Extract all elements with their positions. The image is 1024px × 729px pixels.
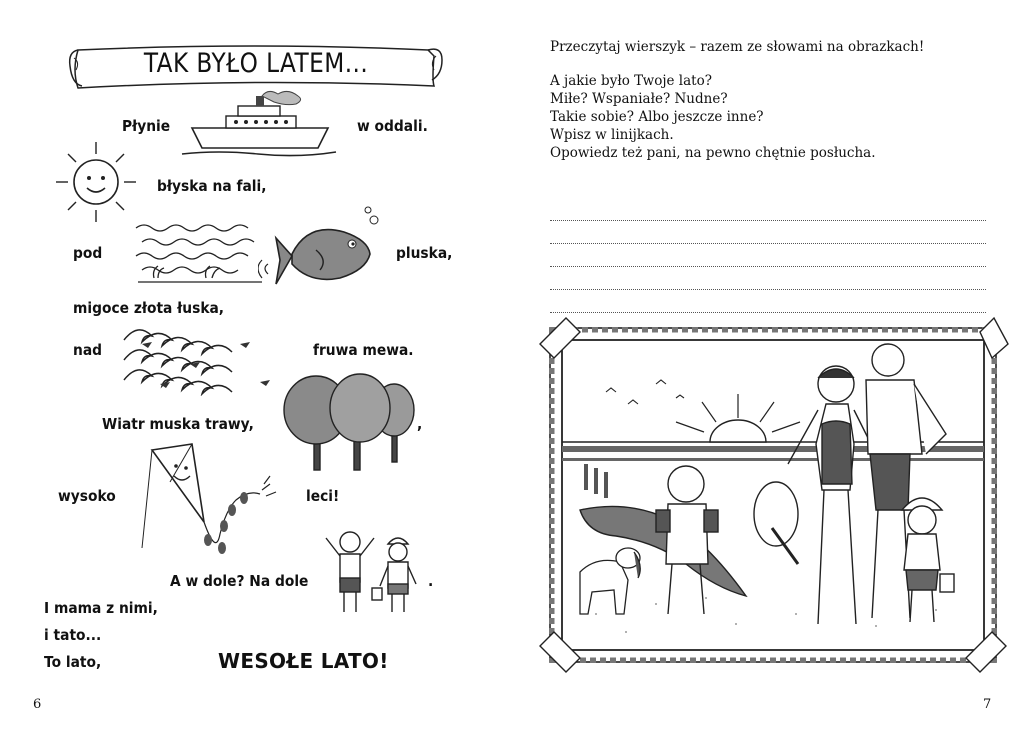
- waves-icon: [120, 320, 296, 396]
- question-line: Miłe? Wspaniałe? Nudne?: [550, 91, 728, 107]
- poem-a-w-dole: A w dole? Na dole: [170, 572, 309, 590]
- poem-wiatr: Wiatr muska trawy,: [102, 415, 254, 433]
- kite-icon: [140, 436, 306, 576]
- page-number-left: 6: [33, 697, 42, 712]
- poem-i-tato: i tato...: [44, 626, 102, 644]
- writing-line[interactable]: [550, 198, 986, 221]
- poem-blyska: błyska na fali,: [157, 177, 267, 195]
- title-banner: [66, 40, 444, 96]
- page-number-right: 7: [983, 697, 992, 712]
- poem-pluska: pluska,: [396, 244, 453, 262]
- poem-i-mama: I mama z nimi,: [44, 599, 158, 617]
- sun-icon: [54, 140, 138, 224]
- question-line: Takie sobie? Albo jeszcze inne?: [550, 109, 764, 125]
- poem-fruwa: fruwa mewa.: [313, 341, 414, 359]
- poem-period: .: [428, 572, 434, 590]
- writing-line[interactable]: [550, 221, 986, 244]
- poem-leci: leci!: [306, 487, 340, 505]
- right-page: [512, 0, 1024, 729]
- question-line: A jakie było Twoje lato?: [550, 73, 712, 89]
- instruction-line: Opowiedz też pani, na pewno chętnie posłucha.: [550, 145, 876, 161]
- poem-pod: pod: [73, 244, 103, 262]
- writing-line[interactable]: [550, 267, 986, 290]
- instruction-line: Przeczytaj wierszyk – razem ze słowami na obrazkach!: [550, 39, 925, 55]
- writing-line[interactable]: [550, 290, 986, 313]
- water-icon: [132, 218, 272, 290]
- writing-line[interactable]: [550, 244, 986, 267]
- poem-wesole-lato: WESOŁE LATO!: [218, 649, 389, 673]
- poem-migoce: migoce złota łuska,: [73, 299, 225, 317]
- writing-lines[interactable]: [550, 198, 986, 313]
- poem-nad: nad: [73, 341, 103, 359]
- poem-plynie: Płynie: [122, 117, 171, 135]
- instruction-line: Wpisz w linijkach.: [550, 127, 674, 143]
- poem-wysoko: wysoko: [58, 487, 116, 505]
- fish-icon: [258, 204, 382, 300]
- instructions: [550, 38, 1010, 162]
- page-title: TAK BYŁO LATEM...: [143, 48, 369, 79]
- children-icon: [320, 526, 430, 618]
- poem-comma: ,: [417, 415, 423, 433]
- poem-w-oddali: w oddali.: [357, 117, 428, 135]
- ship-icon: [178, 90, 340, 160]
- beach-family-photo: [536, 314, 1010, 676]
- poem-to-lato: To lato,: [44, 653, 102, 671]
